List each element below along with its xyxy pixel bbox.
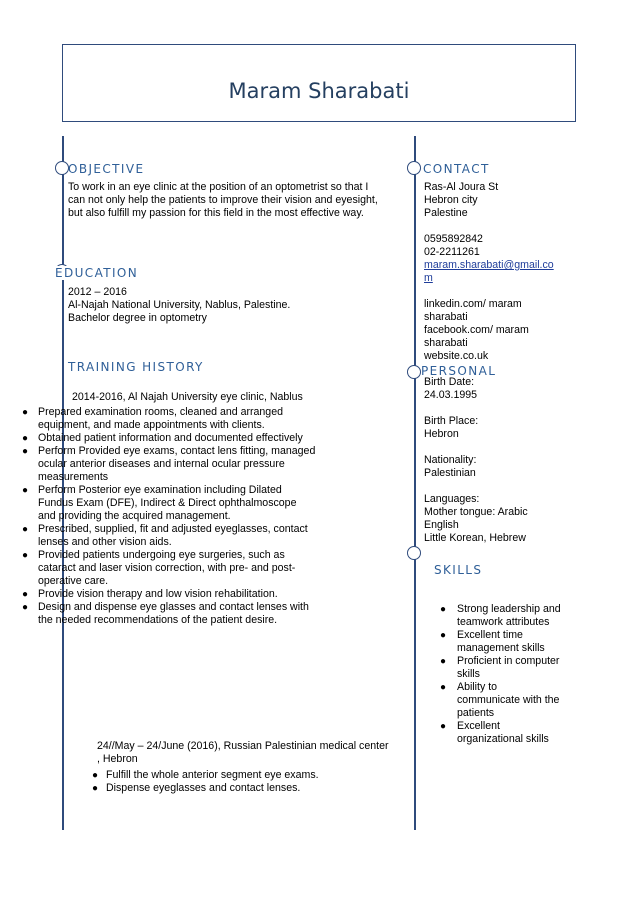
- contact-details: [424, 181, 564, 362]
- education-university: Al-Najah National University, Nablus, Palestine.: [68, 299, 291, 311]
- skills-list: [440, 603, 580, 746]
- birth-place-label: Birth Place:: [424, 415, 479, 427]
- personal-heading: PERSONAL: [421, 364, 497, 378]
- list-item: ● Prepared examination rooms, cleaned and arranged equipment, and made appointments with clients.: [22, 406, 283, 431]
- email-link-continued[interactable]: m: [424, 272, 433, 284]
- phone-landline: 02-2211261: [424, 246, 480, 258]
- training-entry1-bullets: [22, 406, 342, 627]
- birth-date-value: 24.03.1995: [424, 389, 478, 401]
- linkedin-text-continued: sharabati: [424, 311, 468, 323]
- facebook-text-continued: sharabati: [424, 337, 468, 349]
- language-item: Mother tongue: Arabic: [424, 506, 528, 518]
- address-city: Hebron city: [424, 194, 478, 206]
- list-item: ● Perform Provided eye exams, contact lens fitting, managed ocular anterior diseases and internal ocular pressure measurements: [22, 445, 316, 483]
- education-degree: Bachelor degree in optometry: [68, 312, 207, 324]
- training-entry1-title: 2014-2016, Al Najah University eye clinic, Nablus: [72, 391, 303, 403]
- nationality-value: Palestinian: [424, 467, 476, 479]
- list-item: ● Fulfill the whole anterior segment eye exams.: [92, 769, 319, 781]
- objective-marker: [55, 161, 69, 175]
- languages-label: Languages:: [424, 493, 480, 505]
- list-item: ● Dispense eyeglasses and contact lenses.: [92, 782, 301, 794]
- bullet-icon: ●: [22, 589, 29, 600]
- objective-text: [68, 181, 378, 220]
- bullet-icon: ●: [22, 446, 29, 457]
- bullet-icon: ●: [22, 407, 29, 418]
- bullet-icon: ●: [440, 721, 447, 732]
- list-item: ● Ability to communicate with the patients: [440, 681, 560, 719]
- language-item: Little Korean, Hebrew: [424, 532, 526, 544]
- list-item: ● Strong leadership and teamwork attributes: [440, 603, 561, 628]
- bullet-icon: ●: [22, 602, 29, 613]
- right-timeline: [414, 136, 416, 830]
- phone-mobile: 0595892842: [424, 233, 483, 245]
- language-item: English: [424, 519, 459, 531]
- bullet-icon: ●: [440, 656, 447, 667]
- linkedin-text: linkedin.com/ maram: [424, 298, 522, 310]
- candidate-name: Maram Sharabati: [228, 79, 410, 103]
- bullet-icon: ●: [440, 604, 447, 615]
- personal-details: [424, 376, 574, 545]
- list-item: ● Obtained patient information and documented effectively: [22, 432, 303, 444]
- bullet-icon: ●: [22, 550, 29, 561]
- bullet-icon: ●: [22, 485, 29, 496]
- objective-line: To work in an eye clinic at the position of an optometrist so that I: [68, 181, 369, 193]
- nationality-label: Nationality:: [424, 454, 477, 466]
- birth-date-label: Birth Date:: [424, 376, 475, 388]
- bullet-icon: ●: [440, 630, 447, 641]
- training-entry2-bullets: [92, 769, 352, 795]
- list-item: ● Excellent organizational skills: [440, 720, 549, 745]
- skills-heading: SKILLS: [434, 563, 483, 577]
- objective-line: but also fulfill my passion for this field in the most effective way.: [68, 207, 364, 219]
- list-item: ● Prescribed, supplied, fit and adjusted eyeglasses, contact lenses and other vision aids.: [22, 523, 308, 548]
- facebook-text: facebook.com/ maram: [424, 324, 529, 336]
- list-item: ● Proficient in computer skills: [440, 655, 560, 680]
- address-street: Ras-Al Joura St: [424, 181, 499, 193]
- contact-heading: CONTACT: [423, 162, 490, 176]
- bullet-icon: ●: [440, 682, 447, 693]
- list-item: ● Excellent time management skills: [440, 629, 545, 654]
- website-text: website.co.uk: [424, 350, 489, 362]
- email-link[interactable]: maram.sharabati@gmail.co: [424, 259, 554, 271]
- education-years: 2012 – 2016: [68, 286, 127, 298]
- education-text: [68, 286, 290, 325]
- contact-marker: [407, 161, 421, 175]
- list-item: ● Design and dispense eye glasses and contact lenses with the needed recommendations of the patient desire.: [22, 601, 309, 626]
- objective-line: can not only help the patients to improve their vision and eyesight,: [68, 194, 378, 206]
- training-entry2-title: 24//May – 24/June (2016), Russian Palestinian medical center , Hebron: [97, 740, 389, 765]
- objective-heading: OBJECTIVE: [68, 162, 145, 176]
- training-heading: TRAINING HISTORY: [68, 360, 204, 374]
- bullet-icon: ●: [22, 433, 29, 444]
- bullet-icon: ●: [22, 524, 29, 535]
- personal-marker: [407, 365, 421, 379]
- birth-place-value: Hebron: [424, 428, 459, 440]
- bullet-icon: ●: [92, 770, 99, 781]
- list-item: ● Perform Posterior eye examination including Dilated Fundus Exam (DFE), Indirect & Direct ophthalmoscope and providing the acquired management.: [22, 484, 297, 522]
- list-item: ● Provided patients undergoing eye surgeries, such as cataract and laser vision correction, with pre- and post- operative care.: [22, 549, 296, 587]
- address-country: Palestine: [424, 207, 468, 219]
- skills-marker: [407, 546, 421, 560]
- bullet-icon: ●: [92, 783, 99, 794]
- education-heading: EDUCATION: [55, 266, 139, 280]
- list-item: ● Provide vision therapy and low vision rehabilitation.: [22, 588, 278, 600]
